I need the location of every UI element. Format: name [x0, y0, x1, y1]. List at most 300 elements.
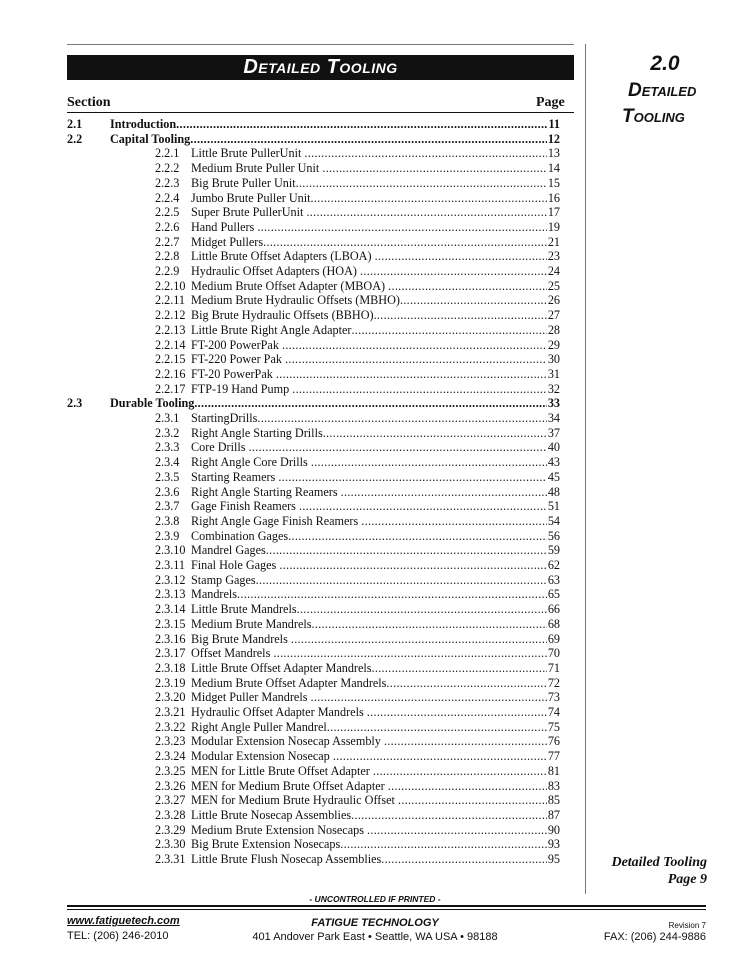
toc-title: Midget Pullers — [191, 234, 264, 249]
toc-entry — [191, 308, 560, 323]
toc-title: Little Brute Mandrels — [191, 602, 297, 617]
toc-title: Medium Brute Puller Unit — [191, 161, 323, 176]
toc-title: Right Angle Puller Mandrel — [191, 719, 327, 734]
dot-leader — [340, 837, 547, 852]
toc-page-number: 81 — [547, 763, 560, 778]
toc-entry — [191, 543, 560, 558]
toc-page-number: 70 — [547, 646, 560, 661]
toc-row[interactable] — [155, 161, 560, 176]
dot-leader — [237, 587, 547, 602]
toc-entry — [191, 690, 560, 705]
company-name: FATIGUE TECHNOLOGY — [311, 917, 439, 929]
toc-page-number: 31 — [547, 366, 560, 381]
toc-page-number: 27 — [547, 308, 560, 323]
chapter-title-line1: Detailed — [628, 80, 697, 101]
sidebar-footer-page: Page 9 — [667, 872, 707, 887]
toc-row[interactable] — [155, 308, 560, 323]
toc-section-number: 2.3.20 — [155, 690, 186, 705]
toc-page-number: 87 — [547, 807, 560, 822]
toc-title: Mandrel Gages — [191, 543, 266, 558]
toc-section-number: 2.3.21 — [155, 705, 186, 719]
toc-section-number: 2.2.7 — [155, 234, 180, 249]
toc-page-number: 65 — [547, 587, 560, 602]
dot-leader — [256, 573, 547, 588]
toc-page-number: 32 — [547, 381, 560, 396]
toc-section-number: 2.2.14 — [155, 337, 186, 352]
toc-title: Right Angle Starting Reamers — [191, 484, 341, 499]
toc-row[interactable] — [155, 382, 560, 397]
toc-section-number: 2.2.17 — [155, 381, 186, 396]
dot-leader — [312, 617, 547, 632]
dot-leader — [291, 632, 547, 647]
toc-title: Right Angle Starting Drills — [191, 425, 323, 440]
dot-leader — [297, 602, 547, 617]
dot-leader — [311, 455, 547, 470]
toc-row[interactable] — [155, 720, 560, 735]
toc-page-number: 68 — [547, 616, 560, 631]
toc-page-number: 40 — [547, 440, 560, 455]
dot-leader — [273, 646, 546, 661]
dot-leader — [333, 749, 547, 764]
toc-row[interactable] — [155, 249, 560, 264]
toc-entry — [191, 205, 560, 220]
dot-leader — [351, 808, 547, 823]
toc-page-number: 16 — [547, 190, 560, 205]
dot-leader — [257, 411, 546, 426]
toc-row[interactable] — [155, 573, 560, 588]
dot-leader — [296, 176, 547, 191]
dot-leader — [400, 293, 547, 308]
toc-entry — [191, 485, 560, 500]
toc-row[interactable] — [155, 646, 560, 661]
toc-row[interactable] — [155, 485, 560, 500]
dot-leader — [304, 146, 546, 161]
toc-entry — [191, 734, 560, 749]
toc-title: Jumbo Brute Puller Unit — [191, 190, 311, 205]
toc-section-number: 2.2.1 — [155, 146, 180, 161]
toc-page-number: 71 — [547, 660, 560, 675]
toc-entry — [191, 235, 560, 250]
toc-title: Medium Brute Extension Nosecaps — [191, 822, 368, 837]
toc-entry — [191, 646, 560, 661]
chapter-number: 2.0 — [650, 52, 680, 75]
toc-row[interactable] — [155, 367, 560, 382]
toc-section-number: 2.2.15 — [155, 352, 186, 367]
toc-row[interactable] — [155, 587, 560, 602]
toc-page-number: 11 — [548, 117, 560, 131]
toc-page-number: 69 — [547, 631, 560, 646]
toc-section-number: 2.3.8 — [155, 513, 180, 528]
toc-title: Big Brute Mandrels — [191, 631, 291, 646]
dot-leader — [249, 440, 547, 455]
toc-page-number: 77 — [547, 749, 560, 764]
toc-row[interactable] — [155, 779, 560, 794]
toc-entry — [191, 426, 560, 441]
toc-section-number: 2.3.23 — [155, 734, 186, 749]
toc-title: FTP-19 Hand Pump — [191, 381, 293, 396]
toc-section-number: 2.2.3 — [155, 175, 180, 190]
toc-page-number: 48 — [547, 484, 560, 499]
toc-entry — [191, 161, 560, 176]
toc-section-number: 2.3.11 — [155, 558, 186, 572]
toc-section-number: 2.3.14 — [155, 602, 186, 617]
dot-leader — [299, 499, 547, 514]
toc-row[interactable] — [155, 690, 560, 705]
toc-section-number: 2.3.22 — [155, 719, 186, 734]
dot-leader — [341, 485, 547, 500]
toc-entry — [191, 470, 560, 485]
toc-section-number: 2.3.17 — [155, 646, 186, 661]
toc-title: Hydraulic Offset Adapter Mandrels — [191, 705, 367, 719]
toc-entry — [110, 132, 560, 147]
toc-title: Modular Extension Nosecap Assembly — [191, 734, 384, 749]
toc-entry — [191, 720, 560, 735]
toc-page-number: 73 — [547, 690, 560, 705]
telephone: TEL: (206) 246-2010 — [67, 930, 169, 942]
toc-page-number: 66 — [547, 602, 560, 617]
dot-leader — [386, 676, 546, 691]
toc-section-number: 2.2 — [67, 131, 83, 146]
toc-section-number: 2.3.19 — [155, 675, 186, 690]
toc-title: FT-200 PowerPak — [191, 337, 282, 352]
toc-title: Little Brute PullerUnit — [191, 146, 305, 161]
toc-page-number: 59 — [547, 543, 560, 558]
dot-leader — [373, 764, 547, 779]
toc-section-number: 2.3.25 — [155, 763, 186, 778]
toc-section-number: 2.2.8 — [155, 249, 180, 264]
toc-section-number: 2.3.7 — [155, 499, 180, 514]
chapter-title-line2: Tooling — [622, 106, 685, 127]
footer-rule-thin — [67, 909, 706, 910]
dot-leader — [263, 235, 547, 250]
toc-row[interactable] — [155, 764, 560, 779]
toc-entry — [191, 749, 560, 764]
top-rule — [67, 44, 574, 45]
dot-leader — [194, 396, 546, 411]
toc-entry — [191, 632, 560, 647]
toc-title: FT-220 Power Pak — [191, 352, 286, 367]
toc-section-number: 2.2.4 — [155, 190, 180, 205]
toc-section-number: 2.3.15 — [155, 616, 186, 631]
toc-row[interactable] — [155, 338, 560, 353]
dot-leader — [311, 690, 547, 705]
toc-entry — [191, 793, 560, 808]
toc-title: MEN for Medium Brute Offset Adapter — [191, 778, 388, 793]
toc-entry — [191, 617, 560, 632]
toc-section-number: 2.3.26 — [155, 778, 186, 793]
toc-section-number: 2.3.31 — [155, 852, 186, 866]
toc-page-number: 23 — [547, 249, 560, 264]
toc-entry — [191, 220, 560, 235]
toc-row[interactable] — [155, 617, 560, 632]
toc-entry — [191, 323, 560, 338]
toc-title: Mandrels — [191, 587, 238, 602]
toc-title: Stamp Gages — [191, 572, 256, 587]
toc-section-number: 2.3.18 — [155, 660, 186, 675]
toc-section-number: 2.2.13 — [155, 322, 186, 337]
toc-row[interactable] — [155, 499, 560, 514]
toc-row[interactable] — [67, 132, 560, 147]
toc-row[interactable] — [155, 293, 560, 308]
toc-title: MEN for Medium Brute Hydraulic Offset — [191, 793, 398, 808]
toc-title: Medium Brute Hydraulic Offsets (MBHO) — [191, 293, 400, 308]
toc-row[interactable] — [155, 470, 560, 485]
toc-page-number: 63 — [547, 572, 560, 587]
toc-entry — [191, 352, 560, 367]
toc-row[interactable] — [155, 205, 560, 220]
dot-leader — [381, 852, 547, 867]
toc-section-number: 2.3.9 — [155, 528, 180, 543]
toc-page-number: 33 — [547, 396, 560, 411]
toc-page-number: 12 — [547, 131, 560, 146]
dot-leader — [266, 543, 547, 558]
toc-row[interactable] — [155, 279, 560, 294]
toc-row[interactable] — [155, 852, 560, 867]
toc-section-number: 2.3.13 — [155, 587, 186, 602]
toc-row[interactable] — [155, 323, 560, 338]
toc-row[interactable] — [155, 543, 560, 558]
toc-entry — [191, 676, 560, 691]
toc-entry — [191, 411, 560, 426]
toc-title: Starting Reamers — [191, 469, 279, 484]
toc-row[interactable] — [155, 191, 560, 206]
toc-title: Super Brute PullerUnit — [191, 205, 307, 220]
toc-row[interactable] — [155, 455, 560, 470]
dot-leader — [398, 793, 547, 808]
toc-title: Little Brute Nosecap Assemblies — [191, 807, 352, 822]
toc-section-number: 2.2.10 — [155, 278, 186, 293]
toc-page-number: 21 — [547, 234, 560, 249]
toc-section-number: 2.2.9 — [155, 264, 180, 278]
dot-leader — [375, 249, 547, 264]
toc-entry — [191, 249, 560, 264]
toc-title: Introduction — [110, 117, 177, 131]
dot-leader — [276, 367, 547, 382]
toc-page-number: 90 — [547, 822, 560, 837]
toc-title: Little Brute Offset Adapter Mandrels — [191, 660, 372, 675]
toc-title: Big Brute Extension Nosecaps — [191, 837, 341, 852]
toc-section-number: 2.3.6 — [155, 484, 180, 499]
toc-title: Capital Tooling — [110, 131, 191, 146]
toc-entry — [191, 661, 560, 676]
sidebar-divider — [585, 44, 586, 894]
toc-section-number: 2.3.12 — [155, 572, 186, 587]
toc-section-number: 2.3.16 — [155, 631, 186, 646]
toc-entry — [191, 382, 560, 397]
toc-page-number: 56 — [547, 528, 560, 543]
toc-page-number: 85 — [547, 793, 560, 808]
toc-section-number: 2.2.12 — [155, 308, 186, 323]
toc-row[interactable] — [155, 808, 560, 823]
toc-section-number: 2.3 — [67, 396, 83, 411]
toc-entry — [191, 558, 560, 573]
dot-leader — [360, 264, 547, 279]
dot-leader — [323, 426, 547, 441]
toc-entry — [191, 455, 560, 470]
toc-entry — [110, 396, 560, 411]
toc-page-number: 74 — [547, 705, 560, 719]
toc-row[interactable] — [155, 734, 560, 749]
toc-row[interactable] — [155, 823, 560, 838]
toc-page-number: 54 — [547, 513, 560, 528]
toc-entry — [191, 146, 560, 161]
toc-section-number: 2.2.5 — [155, 205, 180, 220]
toc-page-number: 62 — [547, 558, 560, 572]
toc-title: MEN for Little Brute Offset Adapter — [191, 763, 373, 778]
toc-title: StartingDrills — [191, 411, 258, 425]
toc-row[interactable] — [155, 529, 560, 544]
toc-section-number: 2.3.29 — [155, 822, 186, 837]
toc-page-number: 29 — [547, 337, 560, 352]
dot-leader — [257, 220, 546, 235]
dot-leader — [374, 308, 547, 323]
dot-leader — [367, 705, 547, 720]
toc-entry — [191, 808, 560, 823]
dot-leader — [190, 132, 547, 147]
toc-entry — [191, 823, 560, 838]
toc-section-number: 2.2.6 — [155, 219, 180, 234]
toc-row[interactable] — [155, 440, 560, 455]
toc-row[interactable] — [155, 514, 560, 529]
dot-leader — [311, 191, 547, 206]
toc-title: Hydraulic Offset Adapters (HOA) — [191, 264, 360, 278]
toc-page-number: 14 — [547, 161, 560, 176]
toc-row[interactable] — [155, 749, 560, 764]
toc-title: Hand Pullers — [191, 219, 258, 234]
toc-title: Little Brute Right Angle Adapter — [191, 322, 352, 337]
toc-row[interactable] — [155, 235, 560, 250]
toc-section-number: 2.3.2 — [155, 425, 180, 440]
toc-section-number: 2.3.4 — [155, 455, 180, 470]
toc-row[interactable] — [155, 426, 560, 441]
dot-leader — [388, 279, 547, 294]
dot-leader — [306, 205, 546, 220]
toc-page-number: 43 — [547, 455, 560, 470]
toc-entry — [191, 440, 560, 455]
toc-entry — [191, 499, 560, 514]
toc-row[interactable] — [155, 220, 560, 235]
toc-row[interactable] — [155, 632, 560, 647]
toc-page-number: 28 — [547, 322, 560, 337]
toc-title: Core Drills — [191, 440, 249, 455]
toc-section-number: 2.3.1 — [155, 411, 180, 425]
page-column-header: Page — [536, 95, 565, 110]
toc-title: Medium Brute Mandrels — [191, 616, 312, 631]
toc-row[interactable] — [155, 705, 560, 720]
toc-row[interactable] — [155, 602, 560, 617]
toc-page-number: 30 — [547, 352, 560, 367]
uncontrolled-notice: - UNCONTROLLED IF PRINTED - — [309, 894, 441, 904]
toc-page-number: 24 — [547, 264, 560, 278]
toc-section-number: 2.3.5 — [155, 469, 180, 484]
toc-page-number: 75 — [547, 719, 560, 734]
toc-entry — [191, 514, 560, 529]
website-link[interactable]: www.fatiguetech.com — [67, 915, 180, 927]
toc-title: Right Angle Gage Finish Reamers — [191, 513, 362, 528]
toc-page-number: 45 — [547, 469, 560, 484]
toc-entry — [191, 837, 560, 852]
toc-page-number: 19 — [547, 219, 560, 234]
toc-row[interactable] — [155, 661, 560, 676]
toc-entry — [191, 264, 560, 279]
toc-title: Medium Brute Offset Adapter (MBOA) — [191, 278, 389, 293]
toc-entry — [191, 705, 560, 720]
toc-page-number: 95 — [547, 852, 560, 866]
toc-title: Offset Mandrels — [191, 646, 274, 661]
toc-row[interactable] — [155, 264, 560, 279]
toc-page-number: 15 — [547, 175, 560, 190]
toc-row[interactable] — [155, 176, 560, 191]
toc-title: Final Hole Gages — [191, 558, 280, 572]
toc-row[interactable] — [155, 793, 560, 808]
dot-leader — [176, 117, 547, 132]
toc-entry — [191, 529, 560, 544]
toc-title: Big Brute Puller Unit — [191, 175, 296, 190]
toc-row[interactable] — [155, 837, 560, 852]
toc-section-number: 2.3.10 — [155, 543, 186, 558]
toc-entry — [110, 117, 560, 132]
toc-section-number: 2.3.3 — [155, 440, 180, 455]
toc-entry — [191, 779, 560, 794]
toc-section-number: 2.3.28 — [155, 807, 186, 822]
toc-title: Combination Gages — [191, 528, 289, 543]
dot-leader — [327, 720, 547, 735]
footer-rule — [67, 905, 706, 907]
toc-entry — [191, 293, 560, 308]
toc-section-number: 2.3.30 — [155, 837, 186, 852]
toc-page-number: 25 — [547, 278, 560, 293]
revision-label: Revision 7 — [668, 921, 706, 930]
sidebar-footer-title: Detailed Tooling — [611, 855, 707, 870]
toc-entry — [191, 176, 560, 191]
toc-row[interactable] — [155, 146, 560, 161]
toc-row[interactable] — [155, 558, 560, 573]
toc-title: Medium Brute Offset Adapter Mandrels — [191, 675, 387, 690]
toc-row[interactable] — [67, 396, 560, 411]
toc-page-number: 93 — [547, 837, 560, 852]
toc-page-number: 51 — [547, 499, 560, 514]
dot-leader — [288, 529, 547, 544]
toc-page-number: 26 — [547, 293, 560, 308]
toc-title: Modular Extension Nosecap — [191, 749, 333, 764]
toc-row[interactable] — [155, 676, 560, 691]
toc-section-number: 2.2.11 — [155, 293, 186, 308]
toc-section-number: 2.3.27 — [155, 793, 186, 808]
toc-row[interactable] — [67, 117, 560, 132]
toc-title: Durable Tooling — [110, 396, 195, 411]
toc-entry — [191, 279, 560, 294]
toc-entry — [191, 852, 560, 867]
toc-title: Little Brute Offset Adapters (LBOA) — [191, 249, 375, 264]
toc-title: Right Angle Core Drills — [191, 455, 311, 470]
dot-leader — [285, 352, 547, 367]
toc-row[interactable] — [155, 411, 560, 426]
toc-row[interactable] — [155, 352, 560, 367]
dot-leader — [367, 823, 547, 838]
toc-page-number: 13 — [547, 146, 560, 161]
dot-leader — [279, 558, 546, 573]
dot-leader — [384, 734, 547, 749]
toc-entry — [191, 587, 560, 602]
company-address: 401 Andover Park East • Seattle, WA USA • 98188 — [252, 931, 498, 943]
toc-title: Midget Puller Mandrels — [191, 690, 311, 705]
dot-leader — [322, 161, 546, 176]
toc-page-number: 34 — [547, 411, 560, 425]
header-rule — [67, 112, 574, 113]
toc-page-number: 76 — [547, 734, 560, 749]
section-column-header: Section — [67, 95, 111, 110]
toc-title: Big Brute Hydraulic Offsets (BBHO) — [191, 308, 374, 323]
